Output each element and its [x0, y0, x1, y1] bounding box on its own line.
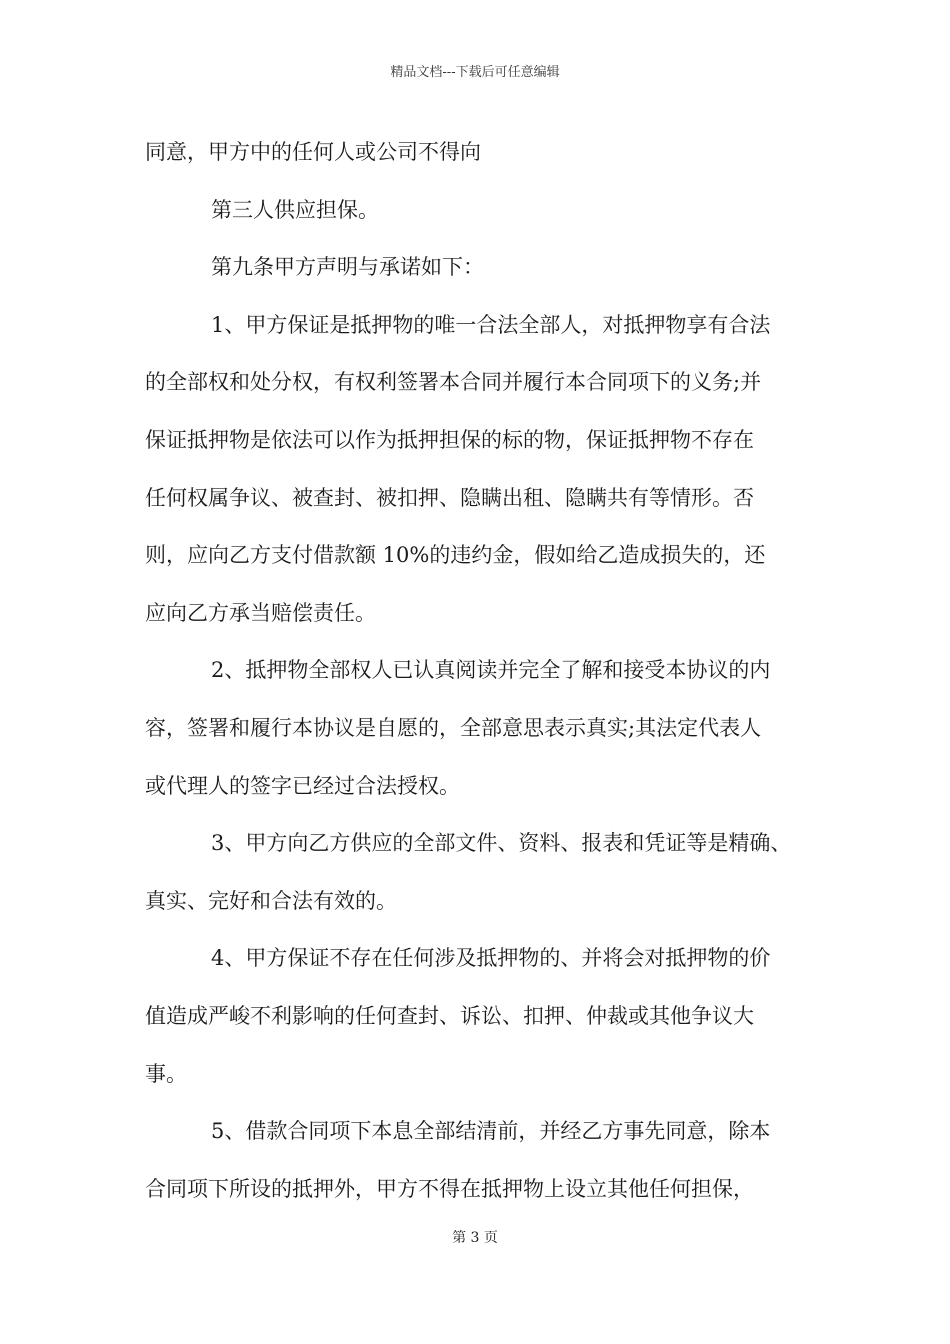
text-line: 真实、完好和合法有效的。	[145, 888, 397, 913]
text-line: 容，签署和履行本协议是自愿的，全部意思表示真实;其法定代表人	[145, 715, 762, 740]
page-number: 第 3 页	[452, 1230, 498, 1246]
text-line: 或代理人的签字已经过合法授权。	[145, 773, 460, 798]
text-line: 1、甲方保证是抵押物的唯一合法全部人，对抵押物享有合法	[211, 312, 771, 337]
text-line: 合同项下所设的抵押外，甲方不得在抵押物上设立其他任何担保，	[145, 1176, 754, 1201]
text-line: 事。	[145, 1061, 187, 1086]
text-line: 应向乙方承当赔偿责任。	[145, 600, 376, 625]
text-line: 值造成严峻不利影响的任何查封、诉讼、扣押、仲裁或其他争议大	[145, 1003, 754, 1028]
document-body	[145, 124, 815, 1218]
text-line: 第三人供应担保。	[211, 197, 379, 222]
text-line: 4、甲方保证不存在任何涉及抵押物的、并将会对抵押物的价	[211, 946, 771, 971]
text-line: 2、抵押物全部权人已认真阅读并完全了解和接受本协议的内	[211, 658, 771, 683]
article-heading: 第九条甲方声明与承诺如下：	[211, 255, 484, 280]
text-line: 5、借款合同项下本息全部结清前，并经乙方事先同意，除本	[211, 1119, 771, 1144]
text-line: 的全部权和处分权，有权利签署本合同并履行本合同项下的义务;并	[145, 370, 762, 395]
text-line: 3、甲方向乙方供应的全部文件、资料、报表和凭证等是精确、	[211, 831, 792, 856]
page-header: 精品文档---下载后可任意编辑	[390, 65, 560, 80]
text-line: 任何权属争议、被查封、被扣押、隐瞒出租、隐瞒共有等情形。否	[145, 485, 754, 510]
text-line: 保证抵押物是依法可以作为抵押担保的标的物，保证抵押物不存在	[145, 427, 754, 452]
text-line: 同意，甲方中的任何人或公司不得向	[145, 140, 481, 164]
text-line: 则，应向乙方支付借款额 10%的违约金，假如给乙造成损失的，还	[145, 543, 766, 568]
